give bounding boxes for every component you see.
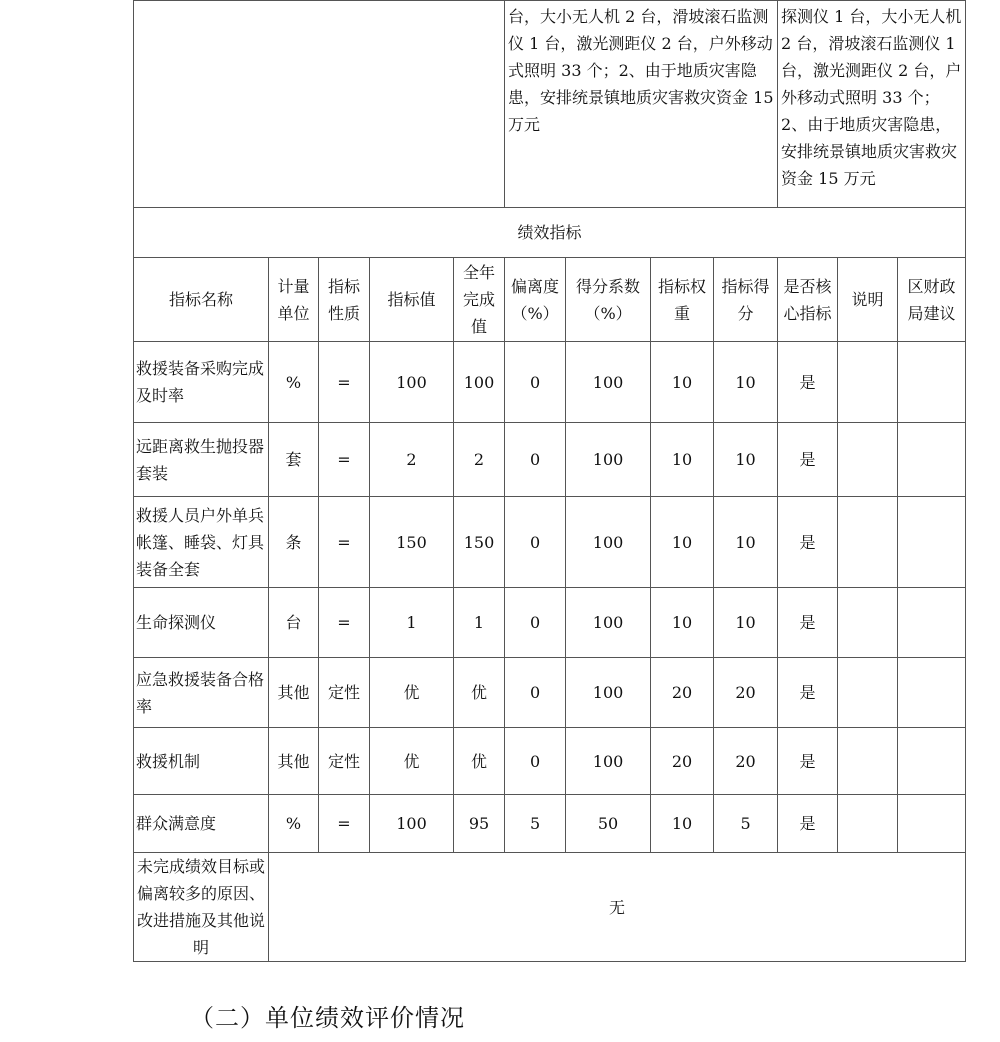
header-note: 说明 [838,258,898,342]
cell-deviation: 0 [505,342,566,423]
header-unit: 计量单位 [269,258,319,342]
header-name: 指标名称 [134,258,269,342]
table-row [134,497,966,588]
cell-actual: 150 [454,497,505,588]
cell-note [838,497,898,588]
cell-name: 生命探测仪 [134,588,269,658]
cell-unit: % [269,795,319,853]
section-title: 绩效指标 [134,208,966,258]
cell-name: 救援人员户外单兵帐篷、睡袋、灯具装备全套 [134,497,269,588]
cell-coef: 100 [566,658,651,728]
cell-advice [898,795,966,853]
cell-target: 100 [370,342,454,423]
cell-note [838,588,898,658]
table-row [134,795,966,853]
cell-target: 100 [370,795,454,853]
header-deviation: 偏离度（%） [505,258,566,342]
cell-weight: 10 [651,795,714,853]
cell-deviation: 0 [505,588,566,658]
cell-core: 是 [778,658,838,728]
cell-nature: = [319,497,370,588]
cell-advice [898,728,966,795]
header-score: 指标得分 [714,258,778,342]
cell-actual: 2 [454,423,505,497]
cell-target: 优 [370,658,454,728]
cell-advice [898,342,966,423]
table-row [134,588,966,658]
cell-weight: 20 [651,728,714,795]
header-weight: 指标权重 [651,258,714,342]
cell-weight: 20 [651,658,714,728]
header-target: 指标值 [370,258,454,342]
cell-score: 5 [714,795,778,853]
header-actual: 全年完成值 [454,258,505,342]
cell-nature: 定性 [319,728,370,795]
cell-note [838,795,898,853]
cell-unit: 套 [269,423,319,497]
cell-core: 是 [778,588,838,658]
cell-core: 是 [778,342,838,423]
header-core: 是否核心指标 [778,258,838,342]
cell-target: 1 [370,588,454,658]
cell-advice [898,423,966,497]
cell-coef: 100 [566,728,651,795]
top-row [134,1,966,208]
cell-actual: 1 [454,588,505,658]
cell-note [838,658,898,728]
cell-name: 群众满意度 [134,795,269,853]
cell-actual: 100 [454,342,505,423]
cell-nature: = [319,423,370,497]
performance-table [133,0,966,962]
cell-note [838,342,898,423]
cell-advice [898,497,966,588]
header-row [134,258,966,342]
cell-coef: 100 [566,342,651,423]
cell-target: 2 [370,423,454,497]
cell-unit: 其他 [269,658,319,728]
cell-unit: 其他 [269,728,319,795]
table-row [134,728,966,795]
cell-deviation: 0 [505,497,566,588]
cell-deviation: 0 [505,658,566,728]
cell-actual: 优 [454,658,505,728]
cell-score: 10 [714,588,778,658]
cell-note [838,423,898,497]
section-heading: （二）单位绩效评价情况 [190,1004,465,1032]
cell-unit: % [269,342,319,423]
cell-core: 是 [778,497,838,588]
cell-coef: 50 [566,795,651,853]
cell-nature: = [319,795,370,853]
cell-weight: 10 [651,423,714,497]
top-left-cell [134,1,505,208]
cell-score: 10 [714,423,778,497]
footer-value: 无 [269,853,966,962]
cell-deviation: 5 [505,795,566,853]
table-row [134,658,966,728]
cell-name: 救援装备采购完成及时率 [134,342,269,423]
cell-actual: 优 [454,728,505,795]
cell-nature: = [319,342,370,423]
footer-row [134,853,966,962]
table-row [134,423,966,497]
cell-score: 10 [714,342,778,423]
header-coef: 得分系数（%） [566,258,651,342]
header-nature: 指标性质 [319,258,370,342]
cell-coef: 100 [566,588,651,658]
cell-score: 10 [714,497,778,588]
cell-core: 是 [778,728,838,795]
cell-name: 救援机制 [134,728,269,795]
header-advice: 区财政局建议 [898,258,966,342]
cell-name: 应急救援装备合格率 [134,658,269,728]
footer-label: 未完成绩效目标或偏离较多的原因、改进措施及其他说明 [134,853,269,962]
cell-unit: 台 [269,588,319,658]
top-right-cell: 探测仪 1 台，大小无人机 2 台，滑坡滚石监测仪 1 台，激光测距仪 2 台，户外移动式照明 33 个； 2、由于地质灾害隐患，安排统景镇地质灾害救灾资金 15 万元 [778,1,966,208]
cell-note [838,728,898,795]
cell-core: 是 [778,423,838,497]
top-middle-cell: 台，大小无人机 2 台，滑坡滚石监测仪 1 台，激光测距仪 2 台，户外移动式照明 33 个；2、由于地质灾害隐患，安排统景镇地质灾害救灾资金 15 万元 [505,1,778,208]
cell-core: 是 [778,795,838,853]
cell-coef: 100 [566,497,651,588]
cell-name: 远距离救生抛投器套装 [134,423,269,497]
cell-nature: = [319,588,370,658]
table-row [134,342,966,423]
cell-weight: 10 [651,342,714,423]
cell-weight: 10 [651,588,714,658]
cell-deviation: 0 [505,728,566,795]
cell-advice [898,658,966,728]
cell-target: 优 [370,728,454,795]
cell-weight: 10 [651,497,714,588]
cell-unit: 条 [269,497,319,588]
cell-deviation: 0 [505,423,566,497]
cell-nature: 定性 [319,658,370,728]
cell-coef: 100 [566,423,651,497]
cell-advice [898,588,966,658]
cell-score: 20 [714,728,778,795]
cell-target: 150 [370,497,454,588]
cell-actual: 95 [454,795,505,853]
cell-score: 20 [714,658,778,728]
